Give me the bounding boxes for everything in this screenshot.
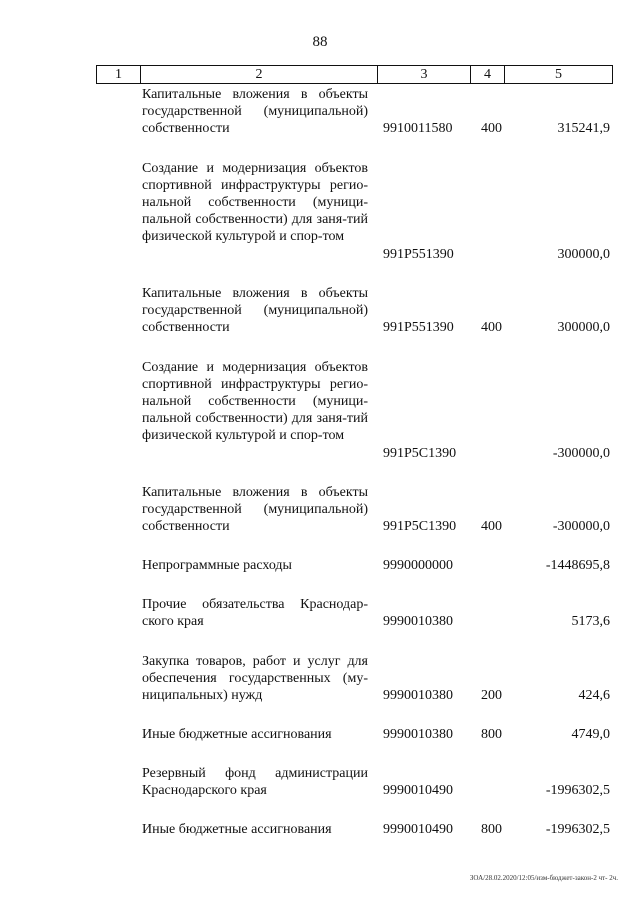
row-description: Иные бюджетные ассигнования — [142, 727, 332, 742]
column-header-2: 2 — [141, 66, 378, 84]
row-amount: 5173,6 — [571, 614, 610, 629]
row-description: Капитальные вложения в объекты государственной (муниципальной) собственности — [142, 87, 368, 136]
row-expense-type: 400 — [481, 121, 502, 136]
row-amount: 424,6 — [578, 688, 610, 703]
row-description: Непрограммные расходы — [142, 558, 292, 573]
row-amount: -300000,0 — [552, 519, 610, 534]
row-code: 991P551390 — [383, 320, 454, 335]
row-amount: 315241,9 — [557, 121, 610, 136]
row-description: Капитальные вложения в объекты государственной (муниципальной) собственности — [142, 485, 368, 534]
document-footer-stamp: ЗОА/28.02.2020/12:05/изм-бюджет-закон-2 чт- 2ч. — [469, 874, 618, 882]
row-amount: -300000,0 — [552, 446, 610, 461]
column-header-3: 3 — [378, 66, 471, 84]
row-amount: 300000,0 — [557, 320, 610, 335]
row-description: Прочие обязательства Краснодар-ского края — [142, 597, 368, 629]
column-header-row — [97, 66, 613, 84]
column-header-4: 4 — [471, 66, 505, 84]
row-code: 9990010380 — [383, 727, 453, 742]
row-description: Резервный фонд администрации Краснодарского края — [142, 766, 368, 798]
row-code: 9990010490 — [383, 822, 453, 837]
column-header-table — [96, 65, 613, 84]
row-description: Создание и модернизация объектов спортивной инфраструктуры регио-нальной собственности (муници-пальной собственности) для заня-тий физической культурой и спор-том — [142, 360, 368, 443]
row-description: Создание и модернизация объектов спортивной инфраструктуры регио-нальной собственности (муници-пальной собственности) для заня-тий физической культурой и спор-том — [142, 161, 368, 244]
column-header-5: 5 — [505, 66, 613, 84]
row-code: 991P5C1390 — [383, 519, 457, 534]
row-description: Закупка товаров, работ и услуг для обеспечения государственных (му-ниципальных) нужд — [142, 654, 368, 703]
row-amount: 4749,0 — [571, 727, 610, 742]
page-number: 88 — [312, 34, 328, 50]
row-amount: -1996302,5 — [545, 783, 610, 798]
row-expense-type: 200 — [481, 688, 502, 703]
row-description: Иные бюджетные ассигнования — [142, 822, 332, 837]
row-expense-type: 400 — [481, 519, 502, 534]
row-code: 9990010490 — [383, 783, 453, 798]
column-header-1: 1 — [97, 66, 141, 84]
row-expense-type: 400 — [481, 320, 502, 335]
row-expense-type: 800 — [481, 822, 502, 837]
row-amount: -1448695,8 — [545, 558, 610, 573]
row-code: 991P551390 — [383, 247, 454, 262]
row-code: 9990010380 — [383, 614, 453, 629]
row-code: 9910011580 — [383, 121, 453, 136]
row-expense-type: 800 — [481, 727, 502, 742]
row-description: Капитальные вложения в объекты государственной (муниципальной) собственности — [142, 286, 368, 335]
row-amount: -1996302,5 — [545, 822, 610, 837]
row-amount: 300000,0 — [557, 247, 610, 262]
row-code: 9990010380 — [383, 688, 453, 703]
row-code: 9990000000 — [383, 558, 453, 573]
row-code: 991P5C1390 — [383, 446, 457, 461]
